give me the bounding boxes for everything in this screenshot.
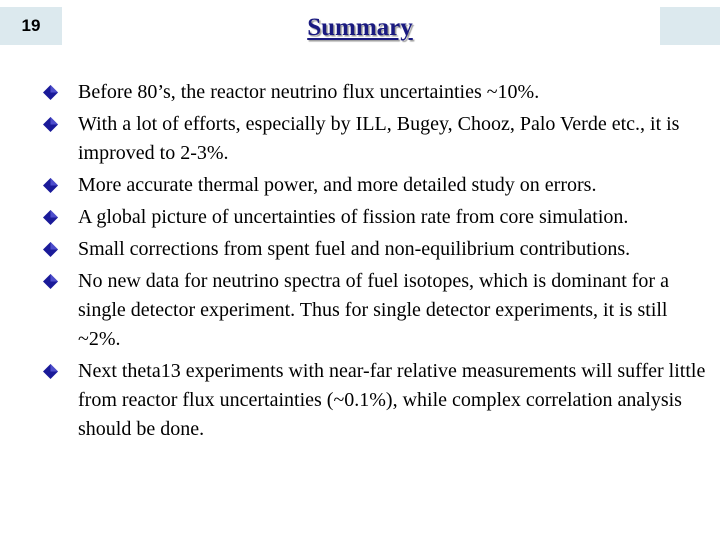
- bullet-text: More accurate thermal power, and more detailed study on errors.: [78, 174, 597, 196]
- bullet-item: [40, 235, 710, 264]
- diamond-bullet-icon: [43, 117, 58, 132]
- bullet-text: With a lot of efforts, especially by ILL, Bugey, Chooz, Palo Verde etc., it is improved to 2-3%.: [78, 113, 680, 164]
- bullet-item: [40, 357, 710, 444]
- diamond-bullet-icon: [43, 364, 58, 379]
- bullet-text: No new data for neutrino spectra of fuel isotopes, which is dominant for a single detector experiment. Thus for single detector experiments, it is still ~2%.: [78, 270, 669, 350]
- bullet-item: [40, 203, 710, 232]
- bullet-item: [40, 267, 710, 354]
- corner-decoration: [660, 7, 720, 45]
- bullet-item: [40, 110, 710, 168]
- bullet-text: Before 80’s, the reactor neutrino flux uncertainties ~10%.: [78, 81, 540, 103]
- bullet-text: Next theta13 experiments with near-far relative measurements will suffer little from reactor flux uncertainties (~0.1%), while complex correlation analysis should be done.: [78, 360, 706, 440]
- bullet-text: Small corrections from spent fuel and non-equilibrium contributions.: [78, 238, 631, 260]
- bullet-text: A global picture of uncertainties of fission rate from core simulation.: [78, 206, 629, 228]
- bullet-item: [40, 78, 710, 107]
- diamond-bullet-icon: [43, 242, 58, 257]
- diamond-bullet-icon: [43, 274, 58, 289]
- diamond-bullet-icon: [43, 178, 58, 193]
- bullet-list: [40, 78, 710, 447]
- diamond-bullet-icon: [43, 85, 58, 100]
- slide-number-text: 19: [21, 16, 41, 35]
- bullet-item: [40, 171, 710, 200]
- slide-title: Summary: [307, 14, 413, 41]
- diamond-bullet-icon: [43, 210, 58, 225]
- slide-number: [0, 7, 62, 45]
